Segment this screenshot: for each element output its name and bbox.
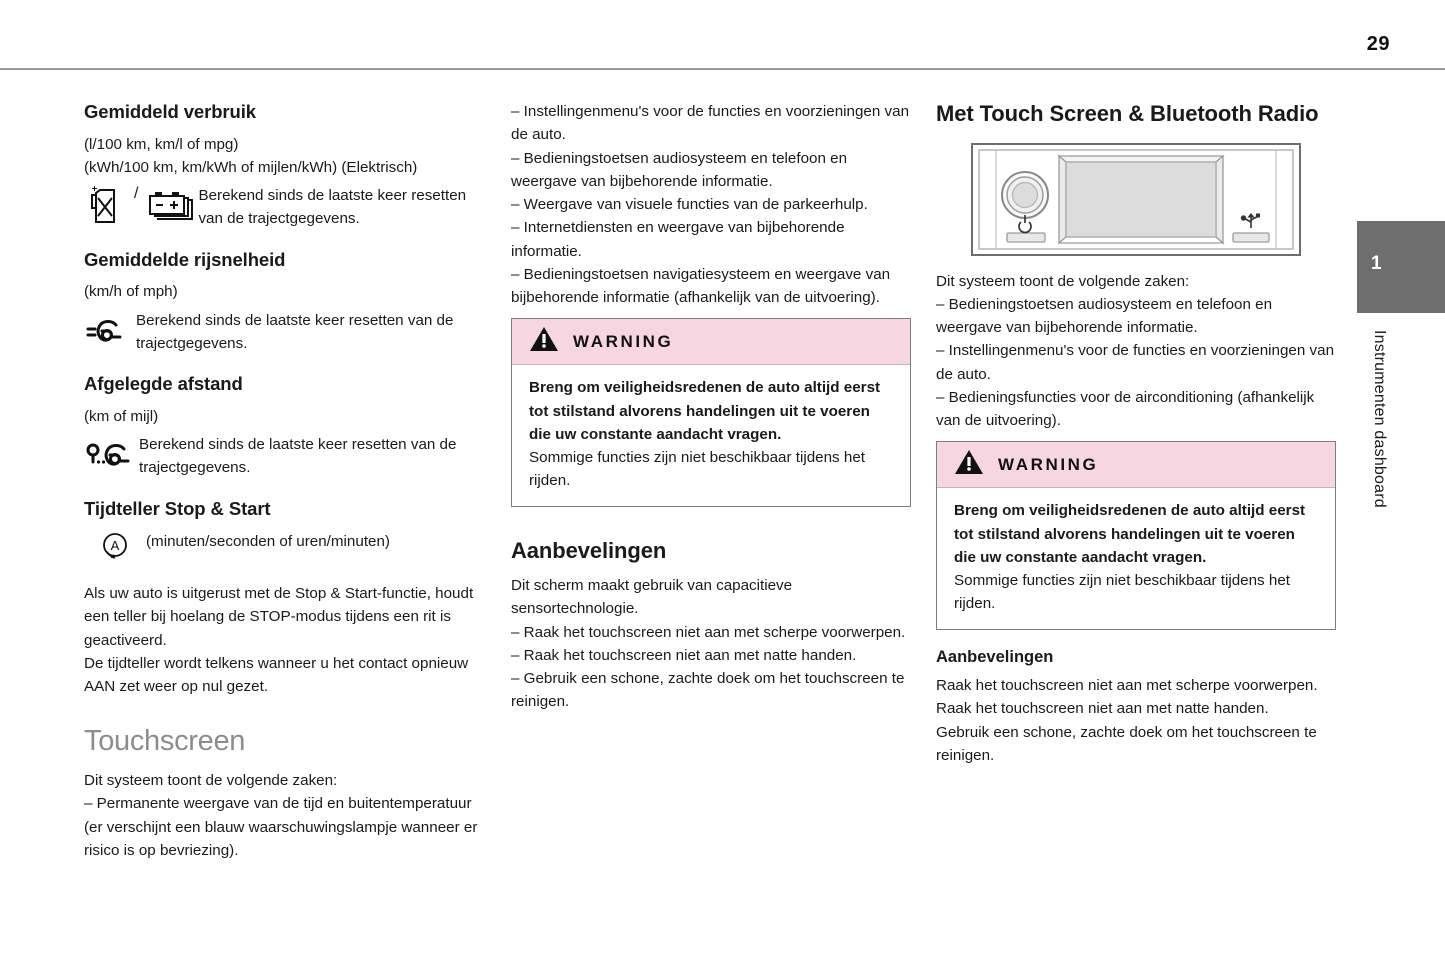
heading-touchscreen: Touchscreen: [84, 725, 246, 758]
touchscreen-bullet: – Permanente weergave van de tijd en buitentemperatuur (er verschijnt een blauw waarschuwingslampje wanneer er risico is op bevriezing).: [84, 795, 478, 859]
warning-triangle-icon: [954, 449, 984, 480]
recommendation-line: Raak het touchscreen niet aan met natte handen.: [936, 700, 1269, 718]
avg-consumption-icon-row: [84, 183, 482, 231]
avg-speed-units: (km/h of mph): [84, 283, 178, 301]
right-bullet: – Instellingenmenu's voor de functies en voorzieningen van de auto.: [936, 342, 1335, 383]
svg-text:A: A: [110, 538, 120, 554]
chapter-tab: [1357, 221, 1445, 313]
distance-units: (km of mijl): [84, 407, 159, 425]
fuel-can-icon: [84, 183, 126, 229]
page-number: 29: [1366, 33, 1390, 55]
touchscreen-bullet: – Weergave van visuele functies van de parkeerhulp.: [511, 196, 868, 213]
heading-afgelegde-afstand: Afgelegde afstand: [84, 373, 243, 395]
avg-consumption-icon-text: Berekend sinds de laatste keer resetten van de trajectgegevens.: [198, 187, 467, 228]
touchscreen-intro: Dit systeem toont de volgende zaken:: [84, 772, 338, 790]
recommendation-bullet: – Gebruik een schone, zachte doek om het touchscreen te reinigen.: [511, 670, 905, 711]
icon-separator-slash: /: [134, 185, 139, 203]
stop-start-paragraph-2: De tijdteller wordt telkens wanneer u het contact opnieuw AAN zet weer op nul gezet.: [84, 654, 469, 696]
heading-aanbevelingen: Aanbevelingen: [511, 537, 667, 563]
heading-gemiddelde-rijsnelheid: Gemiddelde rijsnelheid: [84, 248, 286, 270]
battery-stack-icon: [146, 183, 198, 229]
recommendation-bullet: – Raak het touchscreen niet aan met natte handen.: [511, 646, 857, 664]
heading-tijdteller-stop-start: Tijdteller Stop & Start: [84, 497, 271, 519]
avg-consumption-units-2: (kWh/100 km, km/kWh of mijlen/kWh) (Elektrisch): [84, 158, 418, 176]
header-divider: [0, 68, 1445, 70]
stop-start-icon-row: [84, 529, 482, 565]
warning-label: WARNING: [573, 331, 674, 351]
warning-bold-text: Breng om veiligheidsredenen de auto altijd eerst tot stilstand alvorens handelingen uit te voeren die uw constante aandacht vragen.: [954, 502, 1306, 566]
column-left: [84, 100, 482, 862]
warning-body: [512, 365, 910, 505]
touchscreen-bullet: – Bedieningstoetsen navigatiesysteem en weergave van bijbehorende informatie (afhankelijk van de uitvoering).: [511, 265, 891, 306]
avg-speed-icon-row: [84, 308, 482, 356]
warning-normal-text: Sommige functies zijn niet beschikbaar tijdens het rijden.: [529, 449, 865, 490]
recommendation-line: Raak het touchscreen niet aan met scherpe voorwerpen.: [936, 677, 1318, 695]
warning-header: [512, 319, 910, 365]
stop-start-paragraph-1: Als uw auto is uitgerust met de Stop & Start-functie, houdt een teller bij hoelang de STOP-modus tijdens een rit is geactiveerd.: [84, 585, 474, 649]
warning-body: [937, 488, 1335, 628]
avg-speed-icon-text: Berekend sinds de laatste keer resetten van de trajectgegevens.: [136, 311, 454, 352]
recommendation-bullet: – Raak het touchscreen niet aan met scherpe voorwerpen.: [511, 623, 906, 641]
right-bullet: – Bedieningstoetsen audiosysteem en telefoon en weergave van bijbehorende informatie.: [936, 295, 1273, 337]
recommendation-line: Gebruik een schone, zachte doek om het touchscreen te reinigen.: [936, 723, 1317, 764]
speedometer-icon: [84, 308, 136, 354]
touchscreen-bullet: – Internetdiensten en weergave van bijbehorende informatie.: [511, 219, 845, 260]
chapter-number: 1: [1371, 253, 1382, 274]
heading-met-touch-screen-bluetooth-radio: Met Touch Screen & Bluetooth Radio: [936, 101, 1319, 126]
warning-box: [511, 318, 911, 506]
right-bullet: – Bedieningsfuncties voor de airconditioning (afhankelijk van de uitvoering).: [936, 388, 1315, 430]
distance-icon-row: [84, 432, 482, 480]
right-intro: Dit systeem toont de volgende zaken:: [936, 272, 1190, 290]
recommendations-intro: Dit scherm maakt gebruik van capacitieve sensortechnologie.: [511, 577, 793, 618]
distance-icon-text: Berekend sinds de laatste keer resetten van de trajectgegevens.: [139, 436, 457, 477]
heading-aanbevelingen-right: Aanbevelingen: [936, 647, 1054, 666]
avg-consumption-units-1: (l/100 km, km/l of mpg): [84, 135, 239, 153]
warning-box: [936, 441, 1336, 629]
chapter-label: Instrumenten dashboard: [1371, 330, 1388, 508]
warning-bold-text: Breng om veiligheidsredenen de auto altijd eerst tot stilstand alvorens handelingen uit te voeren die uw constante aandacht vragen.: [529, 379, 881, 443]
warning-header: [937, 442, 1335, 488]
touchscreen-bullet: – Bedieningstoetsen audiosysteem en telefoon en weergave van bijbehorende informatie.: [511, 149, 848, 190]
touchscreen-bullet: – Instellingenmenu's voor de functies en voorzieningen van de auto.: [511, 103, 910, 144]
stop-start-units: (minuten/seconden of uren/minuten): [146, 533, 390, 551]
warning-triangle-icon: [529, 326, 559, 357]
stop-start-a-icon: [84, 529, 146, 565]
car-radio-head-unit-illustration: [936, 143, 1336, 256]
distance-gauge-icon: [84, 432, 139, 478]
column-right: [936, 100, 1336, 767]
warning-label: WARNING: [998, 454, 1099, 474]
warning-normal-text: Sommige functies zijn niet beschikbaar tijdens het rijden.: [954, 572, 1290, 613]
column-middle: [511, 100, 911, 714]
heading-gemiddeld-verbruik: Gemiddeld verbruik: [84, 101, 256, 122]
